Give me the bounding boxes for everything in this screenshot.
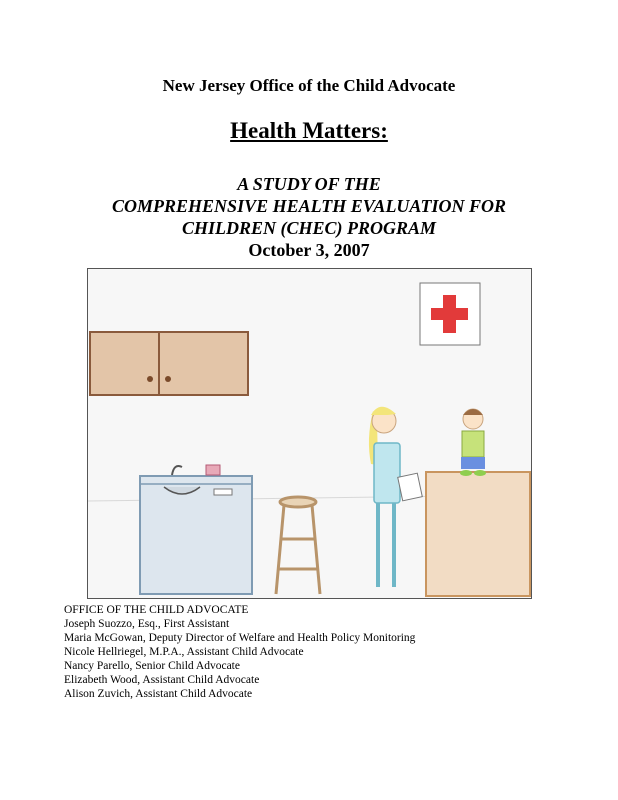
staff-member: Nancy Parello, Senior Child Advocate xyxy=(64,660,240,672)
subtitle-line-3: CHILDREN (CHEC) PROGRAM xyxy=(181,218,437,238)
staff-member: Elizabeth Wood, Assistant Child Advocate xyxy=(64,674,260,686)
doctor-figure xyxy=(369,407,422,587)
stool-icon xyxy=(276,497,320,594)
organization-title: New Jersey Office of the Child Advocate xyxy=(162,76,456,95)
exam-table xyxy=(426,472,530,596)
cabinet-icon xyxy=(90,332,248,395)
illustration-svg xyxy=(88,269,531,598)
office-heading: OFFICE OF THE CHILD ADVOCATE xyxy=(64,604,249,616)
staff-member: Maria McGowan, Deputy Director of Welfare and Health Policy Monitoring xyxy=(64,632,416,644)
staff-member: Nicole Hellriegel, M.P.A., Assistant Child Advocate xyxy=(64,646,304,658)
staff-list xyxy=(64,603,415,701)
sink-icon xyxy=(140,465,252,594)
cover-illustration xyxy=(87,268,532,599)
report-title: Health Matters: xyxy=(230,118,388,143)
child-figure xyxy=(460,409,486,476)
staff-member: Joseph Suozzo, Esq., First Assistant xyxy=(64,618,230,630)
subtitle-line-2: COMPREHENSIVE HEALTH EVALUATION FOR xyxy=(112,196,506,216)
red-cross-icon xyxy=(420,283,480,345)
report-subtitle xyxy=(0,173,618,239)
report-date: October 3, 2007 xyxy=(248,240,370,260)
staff-member: Alison Zuvich, Assistant Child Advocate xyxy=(64,688,253,700)
subtitle-line-1: A STUDY OF THE xyxy=(237,174,381,194)
